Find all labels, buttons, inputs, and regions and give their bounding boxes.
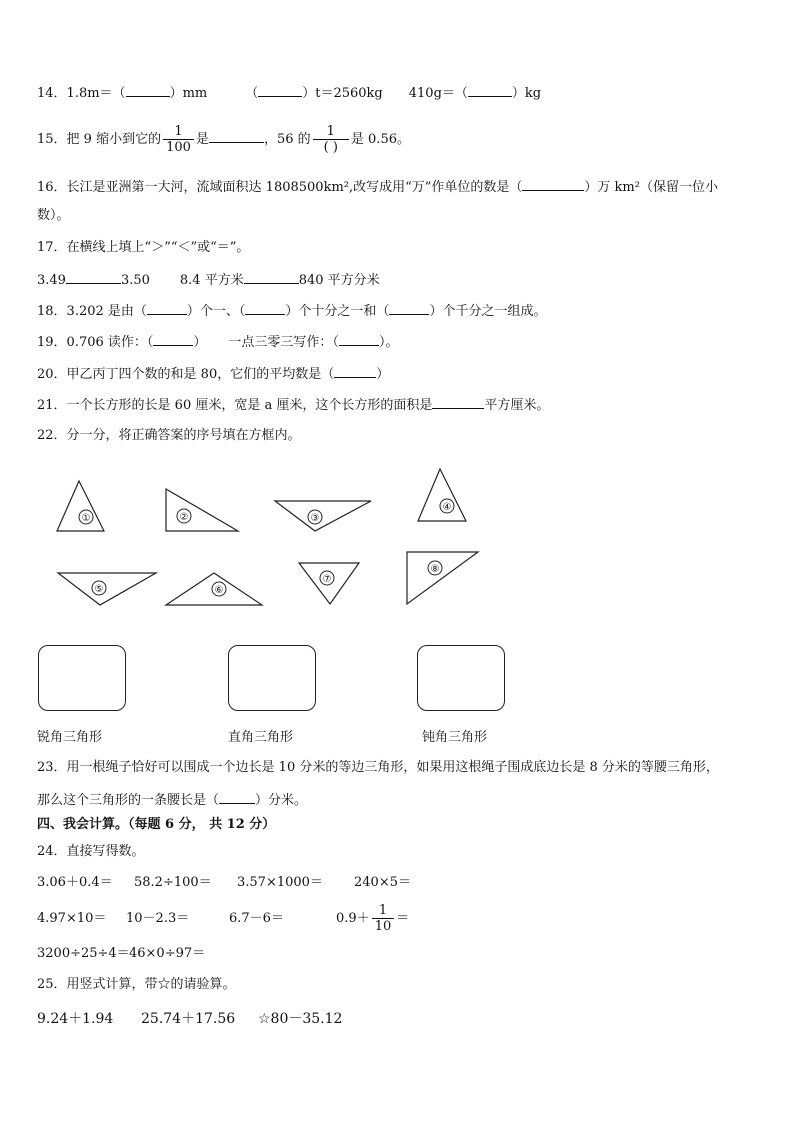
answer-blank[interactable] xyxy=(219,790,255,804)
triangle-label: ② xyxy=(179,512,189,523)
question-19: 19．0.706 读作：（ ） 一点三零三写作：（ ）。 xyxy=(37,332,398,352)
question-24-row1: 3.06＋0.4＝ 58.2÷100＝ 3.57×1000＝ 240×5＝ xyxy=(37,875,411,890)
question-18: 18．3.202 是由（ ）个一、（ ）个十分之一和（ ）个千分之一组成。 xyxy=(37,301,546,321)
triangle-2 xyxy=(166,489,238,531)
answer-box-acute[interactable] xyxy=(38,645,126,711)
triangle-4 xyxy=(418,469,466,521)
triangle-5 xyxy=(58,573,156,605)
triangle-label: ④ xyxy=(442,502,452,513)
triangle-8 xyxy=(407,552,478,604)
question-25-items: 9.24＋1.94 25.74＋17.56 ☆80－35.12 xyxy=(37,1011,343,1027)
question-21: 21．一个长方形的长是 60 厘米，宽是 a 厘米，这个长方形的面积是 平方厘米。 xyxy=(37,395,549,415)
question-23-cont: 那么这个三角形的一条腰长是（ ）分米。 xyxy=(37,790,307,810)
question-17-items: 3.49 3.50 8.4 平方米 840 平方分米 xyxy=(37,270,380,290)
section-title: 四、我会计算。（每题 6 分， 共 12 分） xyxy=(37,817,276,832)
category-obtuse: 钝角三角形 xyxy=(422,730,488,745)
question-24-row3: 3200÷25÷4＝46×0÷97＝ xyxy=(37,946,206,961)
question-24-title: 24．直接写得数。 xyxy=(37,844,145,859)
triangle-label: ⑥ xyxy=(214,585,224,596)
fraction: $\frac{1}{10}$ xyxy=(372,903,395,934)
fraction: $\frac{1}{( )}$ xyxy=(313,124,349,155)
question-17-title: 17．在横线上填上“＞”“＜”或“＝”。 xyxy=(37,240,250,255)
question-number: 14． xyxy=(37,86,67,101)
question-16: 16．长江是亚洲第一大河，流域面积达 1808500km²,改写成用“万”作单位的数是（ ）万 km²（保留一位小 xyxy=(37,177,718,197)
fraction: $\frac{1}{100}$ xyxy=(163,124,194,155)
triangle-label: ⑧ xyxy=(430,564,440,575)
triangle-label: ⑦ xyxy=(322,574,332,585)
triangle-label: ③ xyxy=(310,513,320,524)
question-22-title: 22．分一分，将正确答案的序号填在方框内。 xyxy=(37,428,301,443)
question-14: 14．1.8m＝（ ）mm （ ）t＝2560kg 410g＝（ ）kg xyxy=(37,83,541,103)
answer-box-right[interactable] xyxy=(228,645,316,711)
question-16-cont: 数）。 xyxy=(37,208,70,223)
question-24-row2: 4.97×10＝ 10－2.3＝ 6.7－6＝ 0.9＋ $\frac{1}{10}$ ＝ xyxy=(37,903,410,934)
question-20: 20．甲乙丙丁四个数的和是 80，它们的平均数是（ ） xyxy=(37,364,389,384)
question-25-title: 25．用竖式计算，带☆的请验算。 xyxy=(37,977,236,992)
answer-box-obtuse[interactable] xyxy=(417,645,505,711)
category-acute: 锐角三角形 xyxy=(37,730,103,745)
question-15: 15．把 9 缩小到它的 $\frac{1}{100}$ 是 ，56 的 $\frac{1}{( )}$ 是 0.56。 xyxy=(37,124,410,155)
triangle-3 xyxy=(275,501,371,531)
question-23: 23．用一根绳子恰好可以围成一个边长是 10 分米的等边三角形，如果用这根绳子围成底边长是 8 分米的等腰三角形， xyxy=(37,760,719,775)
category-right: 直角三角形 xyxy=(228,730,294,745)
triangle-label: ① xyxy=(81,513,91,524)
triangle-1 xyxy=(57,481,104,531)
triangle-label: ⑤ xyxy=(94,584,104,595)
